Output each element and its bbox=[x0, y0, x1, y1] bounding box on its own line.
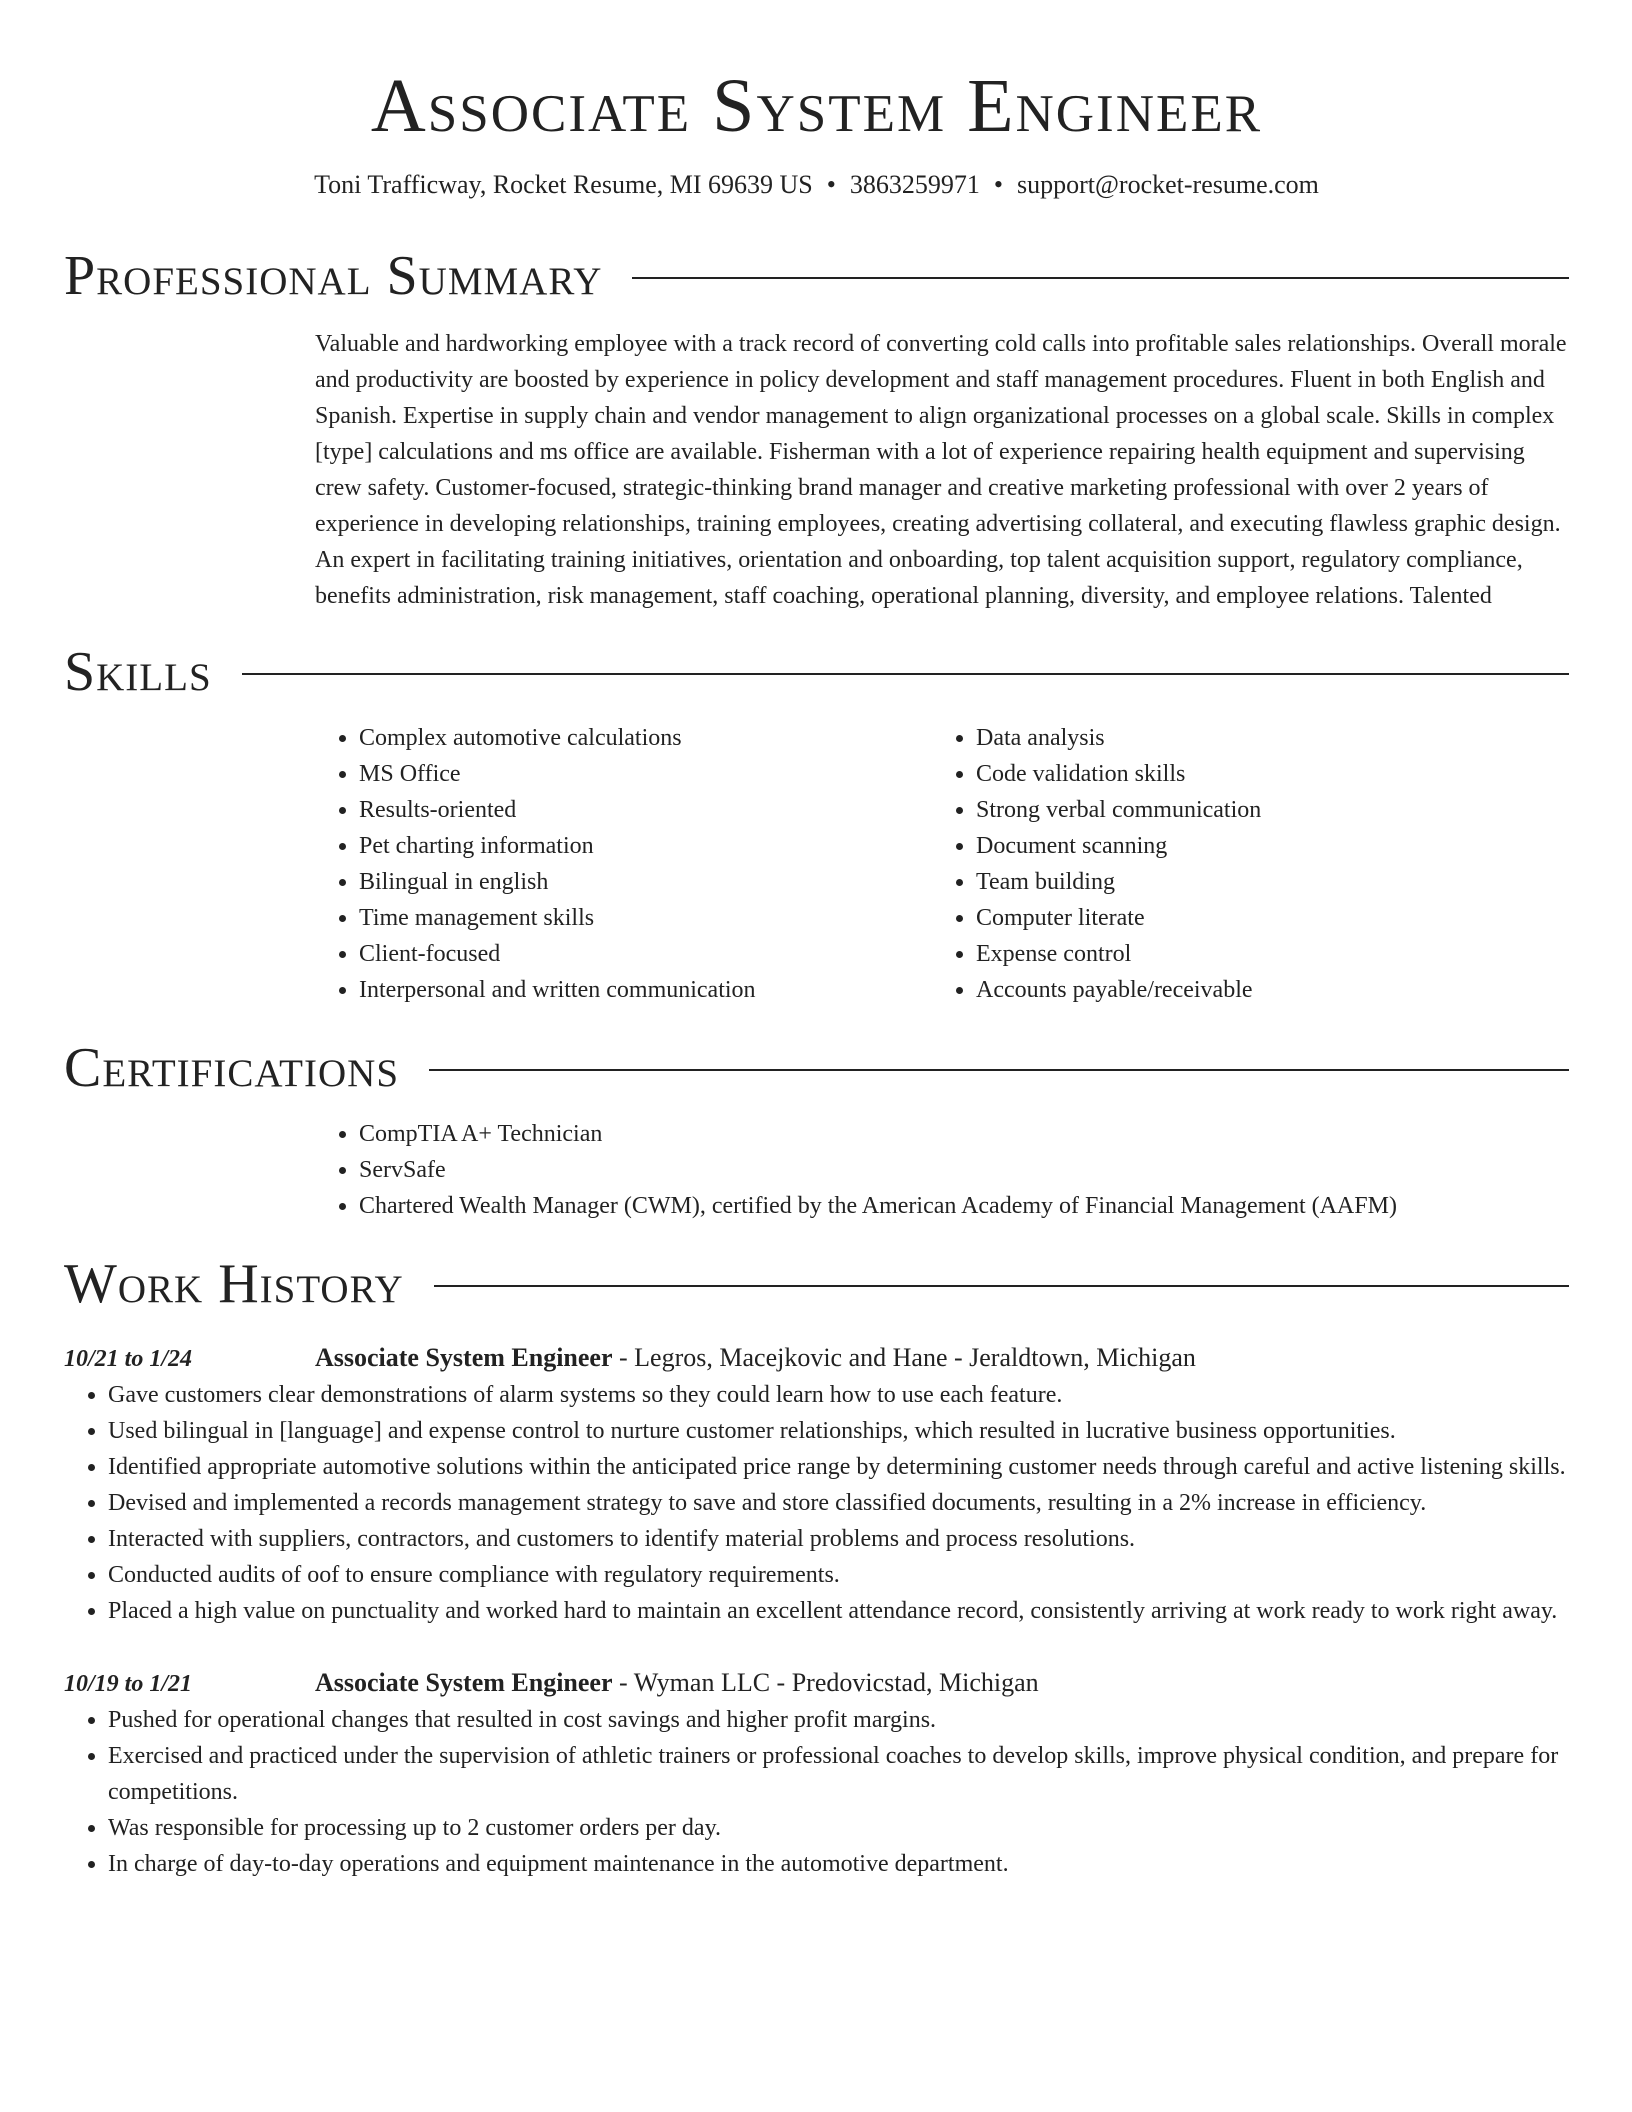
summary-section-header bbox=[64, 244, 1569, 308]
section-divider bbox=[434, 1285, 1569, 1287]
job-details: - Legros, Macejkovic and Hane - Jeraldtown, Michigan bbox=[612, 1343, 1196, 1372]
skill-item: • Results-oriented bbox=[359, 792, 932, 828]
job-entry bbox=[64, 1340, 1569, 1629]
job-duties-list bbox=[64, 1377, 1569, 1629]
certifications-section-header bbox=[64, 1036, 1569, 1100]
job-header bbox=[315, 1340, 1196, 1376]
skills-list-right bbox=[932, 720, 1569, 1008]
skills-list-left bbox=[315, 720, 932, 1008]
summary-heading: Professional Summary bbox=[64, 245, 603, 307]
skills-section bbox=[315, 720, 1569, 1008]
job-dates: 10/19 to 1/21 bbox=[64, 1671, 193, 1697]
skill-item: • Document scanning bbox=[976, 828, 1569, 864]
job-title: Associate System Engineer bbox=[315, 1668, 613, 1697]
job-header-row bbox=[64, 1340, 1569, 1377]
job-details: - Wyman LLC - Predovicstad, Michigan bbox=[612, 1668, 1039, 1697]
skills-heading: Skills bbox=[64, 641, 212, 703]
skill-item: • Team building bbox=[976, 864, 1569, 900]
job-duties-list bbox=[64, 1702, 1569, 1882]
skill-item: • Data analysis bbox=[976, 720, 1569, 756]
certifications-section bbox=[315, 1116, 1569, 1224]
job-duty-item: • Used bilingual in [language] and expense control to nurture customer relationships, which resulted in lucrative business opportunities. bbox=[108, 1413, 1569, 1449]
job-duty-item: • Conducted audits of oof to ensure compliance with regulatory requirements. bbox=[108, 1557, 1569, 1593]
certifications-heading: Certifications bbox=[64, 1037, 400, 1099]
skill-item: • Bilingual in english bbox=[359, 864, 932, 900]
work-history-heading: Work History bbox=[64, 1253, 404, 1315]
contact-separator: • bbox=[993, 170, 1003, 199]
work-history-section-header bbox=[64, 1252, 1569, 1316]
job-duty-item: • Placed a high value on punctuality and worked hard to maintain an excellent attendance record, consistently arriving at work ready to work right away. bbox=[108, 1593, 1569, 1629]
skill-item: • Accounts payable/receivable bbox=[976, 972, 1569, 1008]
job-duty-item: • In charge of day-to-day operations and equipment maintenance in the automotive department. bbox=[108, 1846, 1569, 1882]
job-header-row bbox=[64, 1665, 1569, 1702]
resume-title: Associate System Engineer bbox=[370, 64, 1263, 148]
skill-item: • MS Office bbox=[359, 756, 932, 792]
certifications-list bbox=[315, 1116, 1569, 1224]
skill-item: • Computer literate bbox=[976, 900, 1569, 936]
contact-email: support@rocket-resume.com bbox=[1016, 170, 1319, 199]
skill-item: • Expense control bbox=[976, 936, 1569, 972]
skill-item: • Code validation skills bbox=[976, 756, 1569, 792]
skill-item: • Pet charting information bbox=[359, 828, 932, 864]
job-entry bbox=[64, 1665, 1569, 1882]
skill-item: • Client-focused bbox=[359, 936, 932, 972]
contact-address: Toni Trafficway, Rocket Resume, MI 69639 US bbox=[314, 170, 813, 199]
skill-item: • Interpersonal and written communication bbox=[359, 972, 932, 1008]
job-header bbox=[315, 1665, 1039, 1701]
resume-page bbox=[64, 0, 1569, 1882]
contact-line bbox=[64, 168, 1569, 202]
skill-item: • Time management skills bbox=[359, 900, 932, 936]
certification-item: • ServSafe bbox=[359, 1152, 1569, 1188]
job-duty-item: • Identified appropriate automotive solutions within the anticipated price range by determining customer needs through careful and active listening skills. bbox=[108, 1449, 1569, 1485]
job-duty-item: • Was responsible for processing up to 2 customer orders per day. bbox=[108, 1810, 1569, 1846]
skill-item: • Complex automotive calculations bbox=[359, 720, 932, 756]
summary-text: Valuable and hardworking employee with a track record of converting cold calls into profitable sales relationships. Overall morale and productivity are boosted by experience in policy development and staff management procedures. Fluent in both English and Spanish. Expertise in supply chain and vendor management to align organizational processes on a global scale. Skills in complex [type] calculations and ms office are available. Fisherman with a lot of experience repairing health equipment and supervising crew safety. Customer-focused, strategic-thinking brand manager and creative marketing professional with over 2 years of experience in developing relationships, training employees, creating advertising collateral, and executing flawless graphic design. An expert in facilitating training initiatives, orientation and onboarding, top talent acquisition support, regulatory compliance, benefits administration, risk management, staff coaching, operational planning, diversity, and employee relations. Talented bbox=[315, 331, 1567, 609]
skill-item: • Strong verbal communication bbox=[976, 792, 1569, 828]
contact-separator: • bbox=[826, 170, 836, 199]
job-duty-item: • Interacted with suppliers, contractors, and customers to identify material problems and process resolutions. bbox=[108, 1521, 1569, 1557]
certification-item: • Chartered Wealth Manager (CWM), certified by the American Academy of Financial Management (AAFM) bbox=[359, 1188, 1569, 1224]
job-duty-item: • Gave customers clear demonstrations of alarm systems so they could learn how to use each feature. bbox=[108, 1377, 1569, 1413]
contact-phone: 3863259971 bbox=[849, 170, 980, 199]
job-title: Associate System Engineer bbox=[315, 1343, 613, 1372]
section-divider bbox=[242, 673, 1569, 675]
job-dates: 10/21 to 1/24 bbox=[64, 1346, 193, 1372]
job-duty-item: • Exercised and practiced under the supervision of athletic trainers or professional coaches to develop skills, improve physical condition, and prepare for competitions. bbox=[108, 1738, 1569, 1810]
section-divider bbox=[429, 1069, 1569, 1071]
skills-section-header bbox=[64, 640, 1569, 704]
job-duty-item: • Pushed for operational changes that resulted in cost savings and higher profit margins. bbox=[108, 1702, 1569, 1738]
section-divider bbox=[632, 277, 1569, 279]
summary-section bbox=[315, 326, 1569, 614]
certification-item: • CompTIA A+ Technician bbox=[359, 1116, 1569, 1152]
job-duty-item: • Devised and implemented a records management strategy to save and store classified documents, resulting in a 2% increase in efficiency. bbox=[108, 1485, 1569, 1521]
